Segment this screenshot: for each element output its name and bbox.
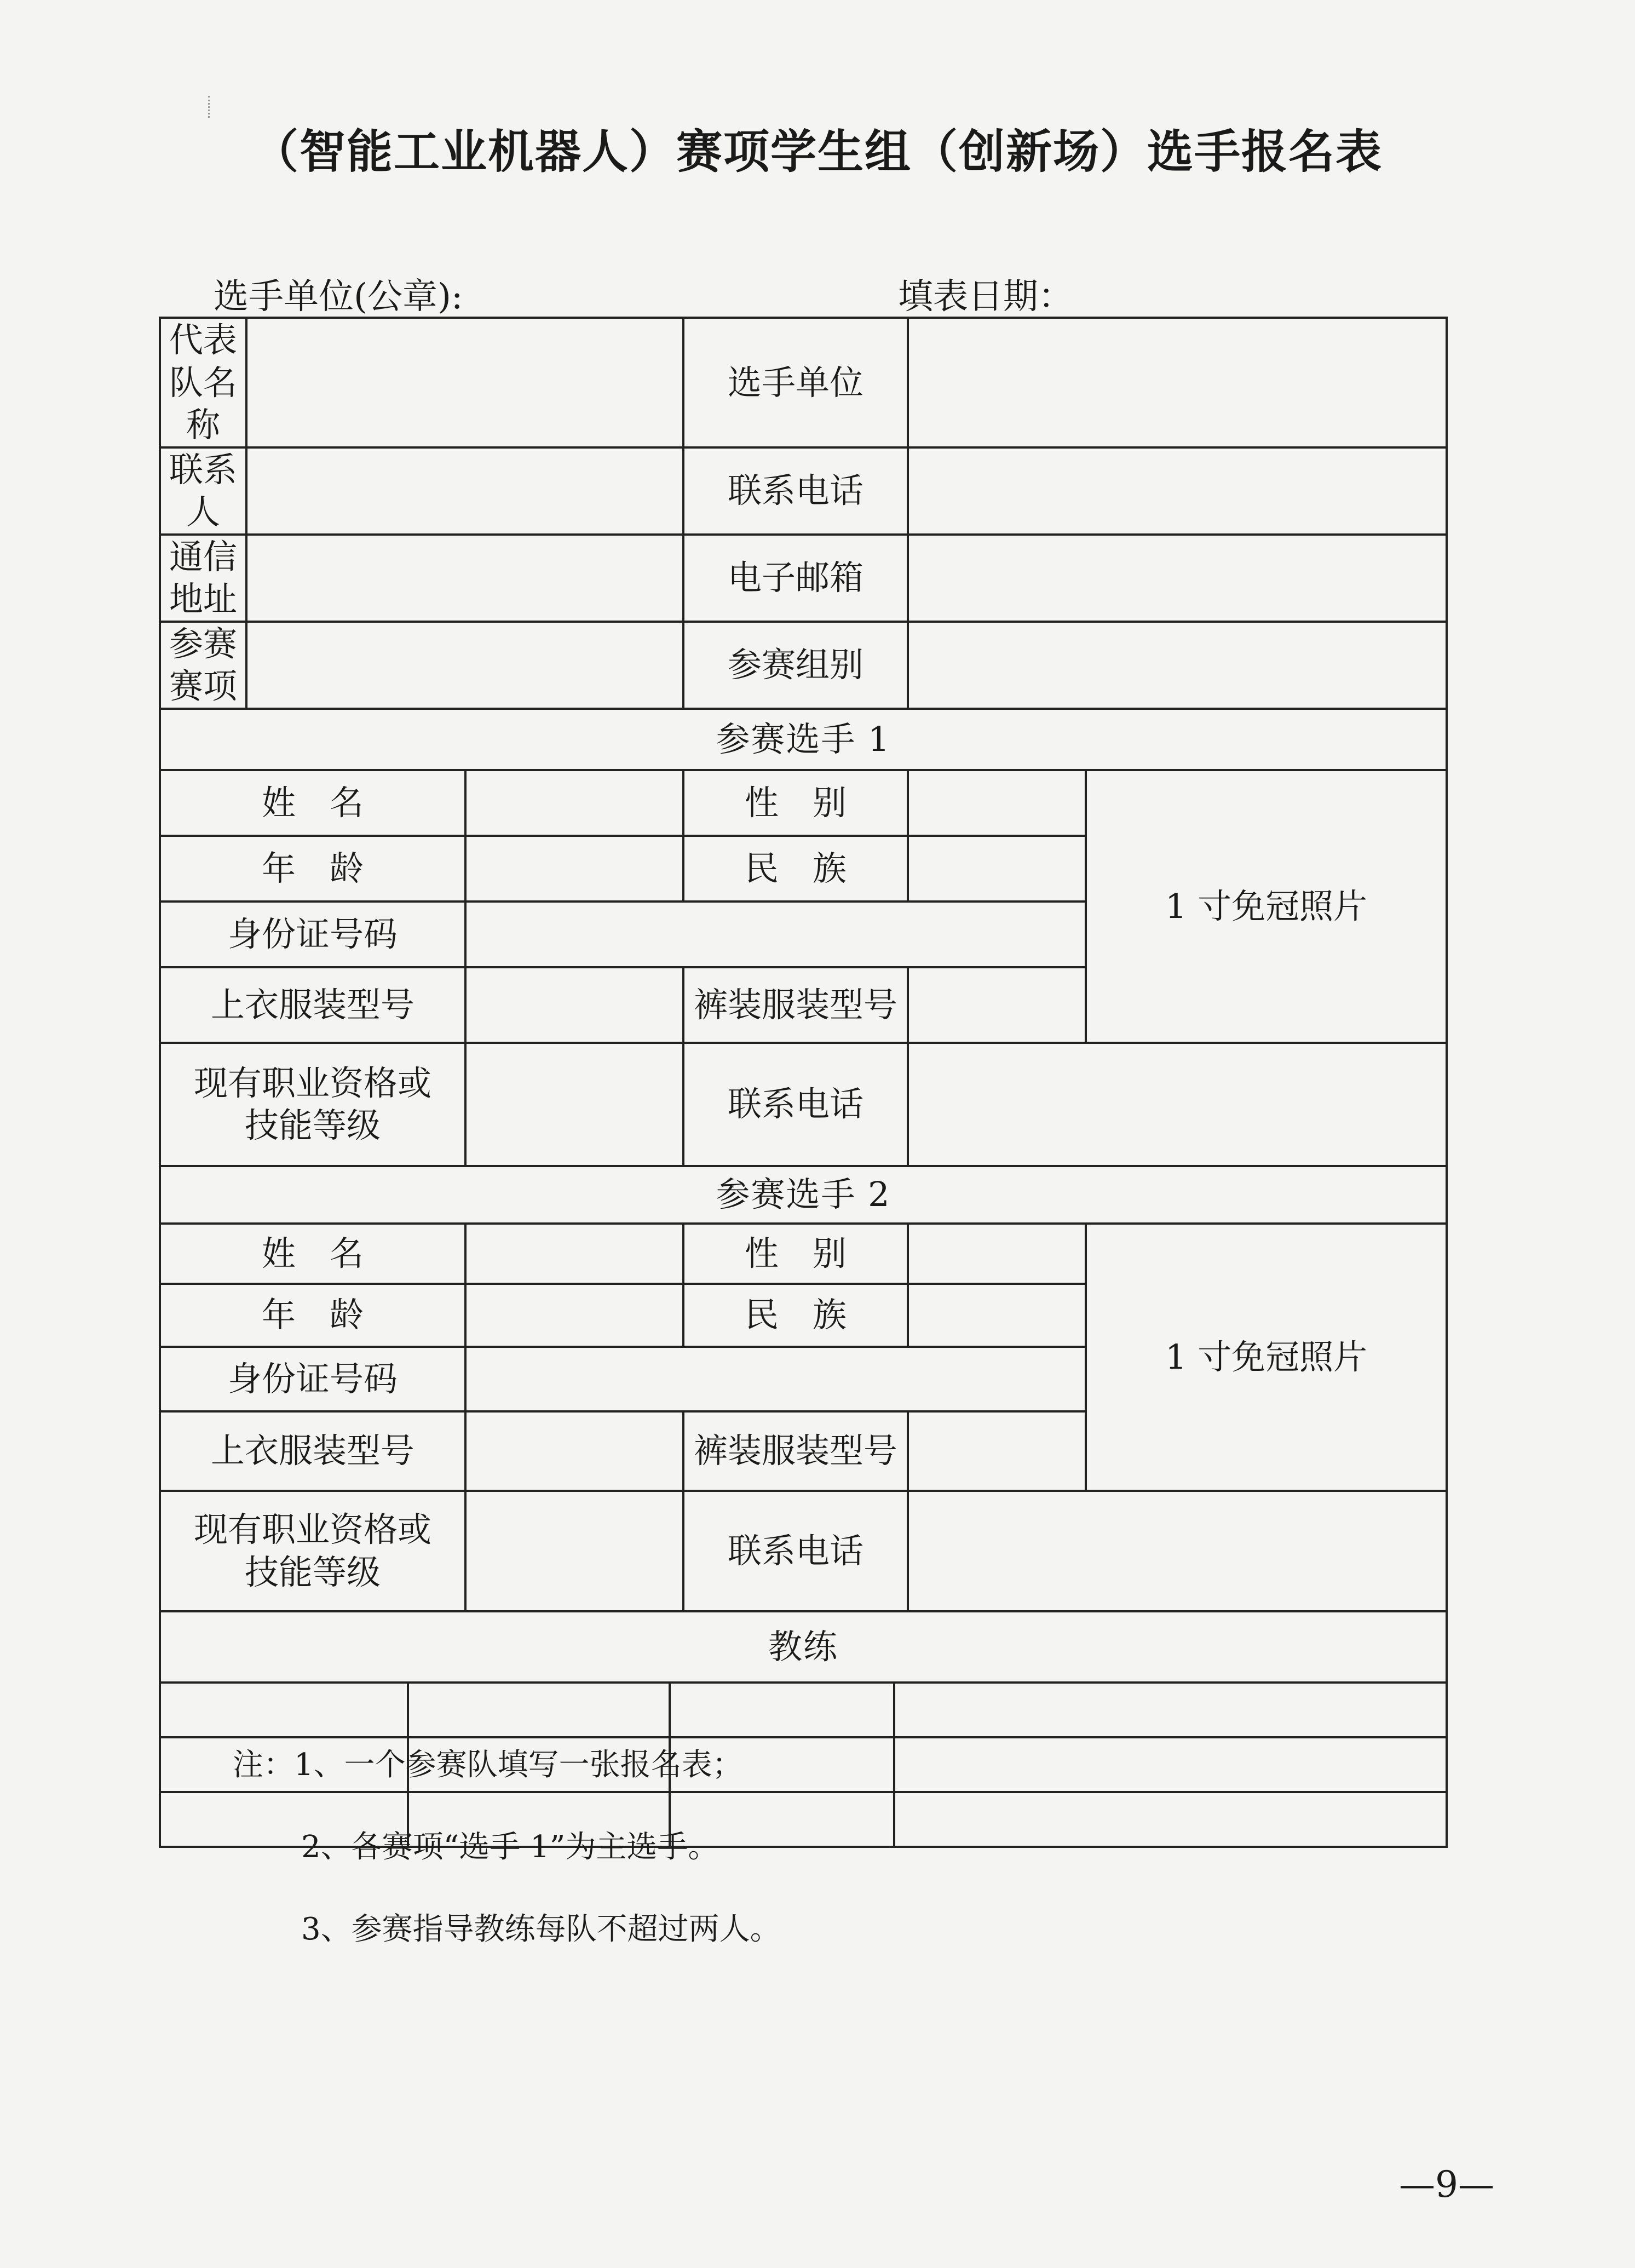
- player-2-qualification-label: 现有职业资格或 技能等级: [160, 1491, 465, 1611]
- page-title: （智能工业机器人）赛项学生组（创新场）选手报名表: [252, 125, 1383, 179]
- address-field[interactable]: [246, 535, 683, 622]
- player-1-phone-field[interactable]: [908, 1043, 1447, 1166]
- player-1-age-field[interactable]: [465, 836, 683, 902]
- player-1-gender-label: 性 别: [683, 770, 908, 836]
- coach-2-cell-4[interactable]: [894, 1737, 1447, 1792]
- player-1-top-size-field[interactable]: [465, 967, 683, 1043]
- coach-heading: 教练: [160, 1611, 1447, 1683]
- player-1-top-size-label: 上衣服装型号: [160, 967, 465, 1043]
- event-label: 参赛赛项: [160, 622, 246, 709]
- player-1-id-field[interactable]: [465, 902, 1086, 967]
- coach-1-cell-3[interactable]: [670, 1683, 894, 1737]
- contact-phone-label: 联系电话: [683, 447, 908, 535]
- unit-label: 选手单位: [683, 318, 908, 447]
- player-1-qualification-field[interactable]: [465, 1043, 683, 1166]
- player-1-name-field[interactable]: [465, 770, 683, 836]
- player-1-row-name: [160, 770, 1447, 836]
- contact-phone-field[interactable]: [908, 447, 1447, 535]
- email-field[interactable]: [908, 535, 1447, 622]
- fill-date-label: 填表日期：: [898, 277, 1073, 317]
- player-1-heading: 参赛选手 1: [160, 709, 1447, 770]
- player-2-pants-size-label: 裤装服装型号: [683, 1411, 908, 1491]
- player-1-pants-size-label: 裤装服装型号: [683, 967, 908, 1043]
- coach-row-1: [160, 1683, 1447, 1737]
- coach-heading-row: [160, 1611, 1447, 1683]
- team-row-2: [160, 447, 1447, 535]
- contact-label: 联系人: [160, 447, 246, 535]
- player-2-ethnicity-field[interactable]: [908, 1284, 1086, 1347]
- player-1-pants-size-field[interactable]: [908, 967, 1086, 1043]
- coach-1-cell-1[interactable]: [160, 1683, 408, 1737]
- player-2-heading-row: [160, 1166, 1447, 1224]
- player-2-gender-field[interactable]: [908, 1224, 1086, 1284]
- coach-1-cell-4[interactable]: [894, 1683, 1447, 1737]
- player-2-photo-box: 1 寸免冠照片: [1086, 1224, 1447, 1491]
- player-1-name-label: 姓 名: [160, 770, 465, 836]
- group-label: 参赛组别: [683, 622, 908, 709]
- player-2-top-size-field[interactable]: [465, 1411, 683, 1491]
- player-1-photo-box: 1 寸免冠照片: [1086, 770, 1447, 1043]
- team-row-1: [160, 318, 1447, 447]
- player-2-ethnicity-label: 民 族: [683, 1284, 908, 1347]
- player-2-pants-size-field[interactable]: [908, 1411, 1086, 1491]
- player-2-age-label: 年 龄: [160, 1284, 465, 1347]
- player-1-age-label: 年 龄: [160, 836, 465, 902]
- player-1-phone-label: 联系电话: [683, 1043, 908, 1166]
- player-1-row-qualification: [160, 1043, 1447, 1166]
- contact-field[interactable]: [246, 447, 683, 535]
- coach-1-cell-2[interactable]: [408, 1683, 670, 1737]
- player-1-id-label: 身份证号码: [160, 902, 465, 967]
- team-row-4: [160, 622, 1447, 709]
- team-row-3: [160, 535, 1447, 622]
- player-2-qualification-field[interactable]: [465, 1491, 683, 1611]
- note-3: 3、参赛指导教练每队不超过两人。: [301, 1911, 781, 1947]
- team-name-label: 代表队名称: [160, 318, 246, 447]
- player-1-ethnicity-field[interactable]: [908, 836, 1086, 902]
- address-label: 通信地址: [160, 535, 246, 622]
- registration-form-table: [159, 317, 1448, 1848]
- player-2-phone-field[interactable]: [908, 1491, 1447, 1611]
- player-1-gender-field[interactable]: [908, 770, 1086, 836]
- player-2-age-field[interactable]: [465, 1284, 683, 1347]
- player-2-heading: 参赛选手 2: [160, 1166, 1447, 1224]
- note-2: 2、各赛项“选手 1”为主选手。: [301, 1829, 719, 1865]
- note-1: 注：1、一个参赛队填写一张报名表；: [233, 1747, 743, 1783]
- team-name-field[interactable]: [246, 318, 683, 447]
- player-2-id-label: 身份证号码: [160, 1347, 465, 1411]
- unit-seal-label: 选手单位(公章):: [214, 277, 463, 317]
- event-field[interactable]: [246, 622, 683, 709]
- player-2-row-qualification: [160, 1491, 1447, 1611]
- email-label: 电子邮箱: [683, 535, 908, 622]
- player-2-row-name: [160, 1224, 1447, 1284]
- player-1-qualification-label: 现有职业资格或 技能等级: [160, 1043, 465, 1166]
- coach-3-cell-4[interactable]: [894, 1792, 1447, 1847]
- unit-field[interactable]: [908, 318, 1447, 447]
- player-2-gender-label: 性 别: [683, 1224, 908, 1284]
- player-2-name-label: 姓 名: [160, 1224, 465, 1284]
- page-number: —9—: [1399, 2163, 1494, 2206]
- player-2-name-field[interactable]: [465, 1224, 683, 1284]
- player-1-ethnicity-label: 民 族: [683, 836, 908, 902]
- player-2-phone-label: 联系电话: [683, 1491, 908, 1611]
- player-2-top-size-label: 上衣服装型号: [160, 1411, 465, 1491]
- group-field[interactable]: [908, 622, 1447, 709]
- scan-mark: [208, 96, 212, 118]
- player-1-heading-row: [160, 709, 1447, 770]
- player-2-id-field[interactable]: [465, 1347, 1086, 1411]
